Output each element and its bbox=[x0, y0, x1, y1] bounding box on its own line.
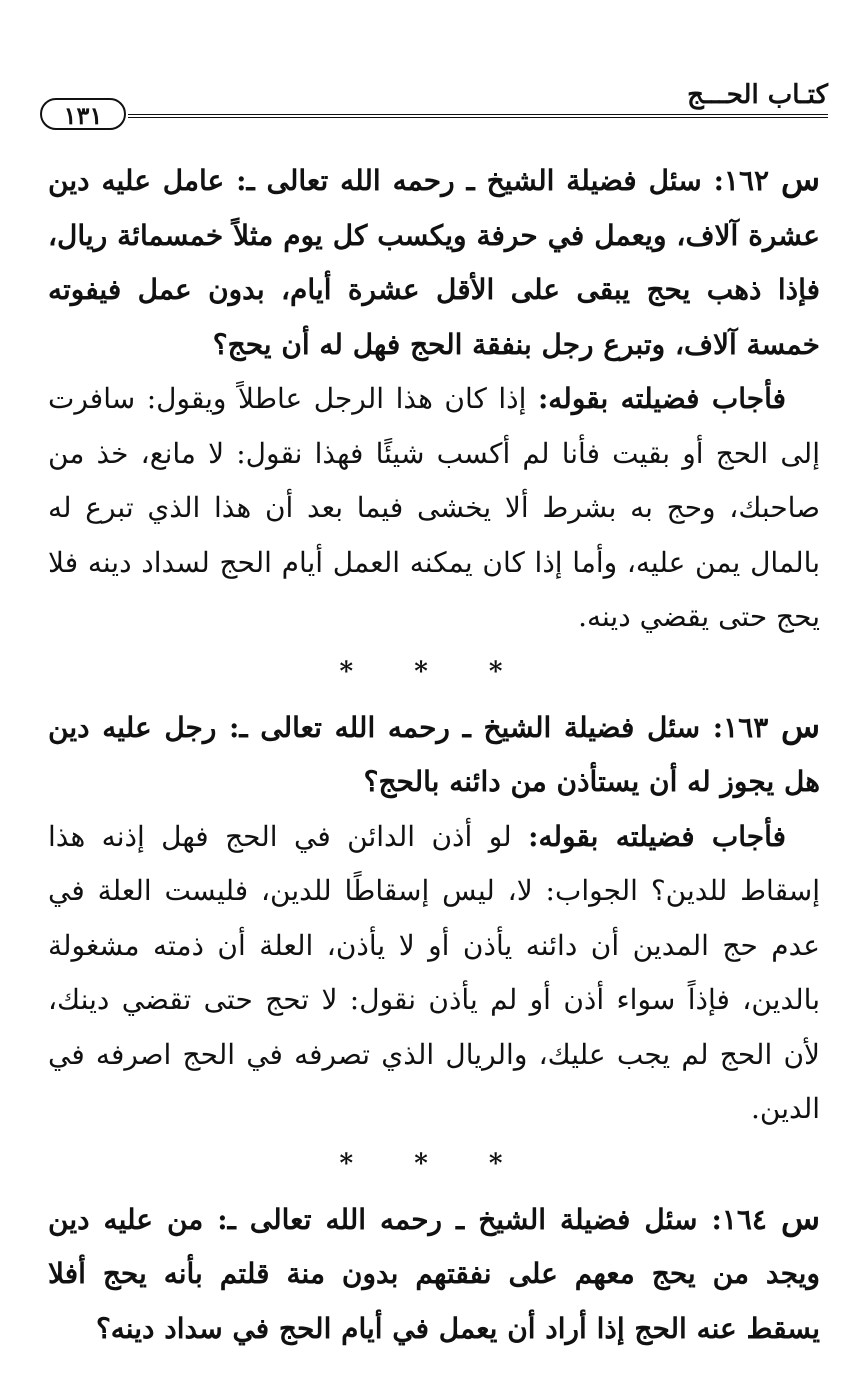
answer-lead: فأجاب فضيلته بقوله: bbox=[537, 382, 787, 415]
question-text: ١٦٢: سئل فضيلة الشيخ ـ رحمه الله تعالى ـ: عامل عليه دين عشرة آلاف، ويعمل في حرفة ويكسب كل يوم مثلاً خمسمائة ريال، فإذا ذهب يحج يبقى على الأقل عشرة أيام، بدون عمل فيفوته خمسة آلاف، وتبرع رجل بنفقة الحج فهل له أن يحج؟ bbox=[48, 164, 820, 361]
section-separator: * * * bbox=[339, 656, 529, 687]
book-title: كتـاب الحـــج bbox=[687, 80, 828, 110]
answer-text: لو أذن الدائن في الحج فهل إذنه هذا إسقاط للدين؟ الجواب: لا، ليس إسقاطًا للدين، فليست العلة في عدم حج المدين أن دائنه يأذن أو لا يأذن، العلة أن ذمته مشغولة بالدين، فإذاً سواء أذن أو لم يأذن نقول: لا تحج حتى تقضي دينك، لأن الحج لم يجب عليك، والريال الذي تصرفه في الحج اصرفه في الدين. bbox=[48, 819, 820, 1125]
answer-162 bbox=[48, 372, 820, 645]
header-rule bbox=[128, 114, 828, 118]
question-text: ١٦٤: سئل فضيلة الشيخ ـ رحمه الله تعالى ـ: من عليه دين ويجد من يحج معهم على نفقتهم بدون منة قلتم بأنه يحج أفلا يسقط عنه الحج إذا أراد أن يعمل في أيام الحج في سداد دينه؟ bbox=[48, 1202, 820, 1345]
question-mark: س bbox=[780, 706, 820, 745]
question-mark: س bbox=[780, 1198, 821, 1237]
answer-text: إذا كان هذا الرجل عاطلاً ويقول: سافرت إلى الحج أو بقيت فأنا لم أكسب شيئًا فهذا نقول: لا مانع، خذ من صاحبك، وحج به بشرط ألا يخشى فيما بعد أن هذا الذي تبرع له بالمال يمن عليه، وأما إذا كان يمكنه العمل أيام الحج لسداد دينه فلا يحج حتى يقضي دينه. bbox=[48, 382, 820, 633]
page-header bbox=[40, 78, 828, 130]
question-text: ١٦٣: سئل فضيلة الشيخ ـ رحمه الله تعالى ـ: رجل عليه دين هل يجوز له أن يستأذن من دائنه بالحج؟ bbox=[48, 710, 820, 798]
question-mark: س bbox=[780, 160, 820, 198]
section-separator: * * * bbox=[339, 1148, 529, 1179]
question-164 bbox=[48, 1191, 820, 1357]
question-162 bbox=[48, 152, 820, 372]
page-number: ١٣١ bbox=[40, 98, 126, 130]
answer-lead: فأجاب فضيلته بقوله: bbox=[528, 819, 786, 853]
question-163 bbox=[48, 699, 820, 810]
page-body bbox=[48, 152, 820, 1356]
answer-163 bbox=[48, 810, 820, 1137]
